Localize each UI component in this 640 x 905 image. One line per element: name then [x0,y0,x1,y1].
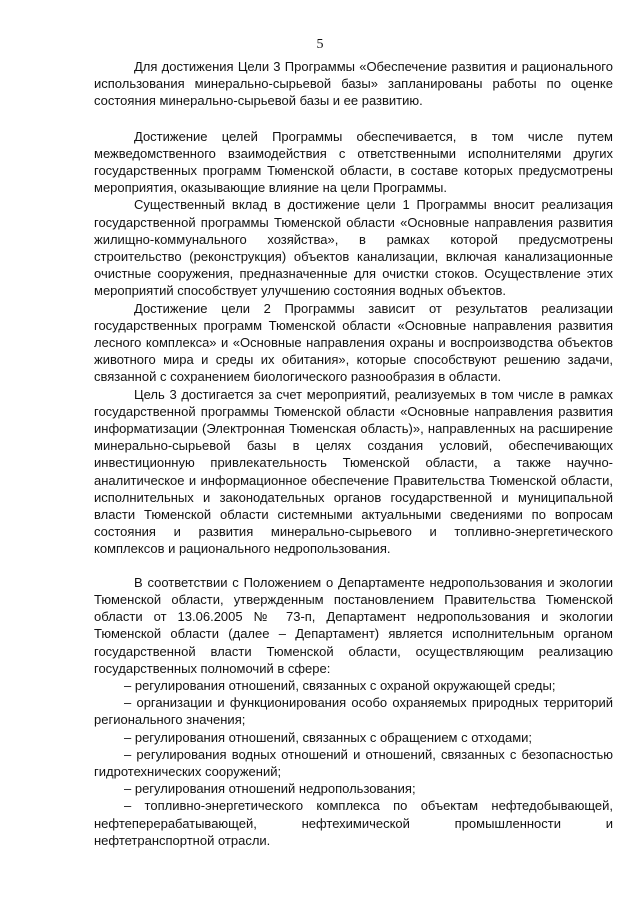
paragraph-goal-2: Достижение цели 2 Программы зависит от результатов реализации государственных программ Тюменской области «Основные направления развития лесного комплекса» и «Основные направления охраны и воспроизводства объектов животного мира и среды их обитания», которые способствуют решению задачи, связанной с сохранением биологического разнообразия в области. [94,300,613,385]
list-item: – регулирования водных отношений и отношений, связанных с безопасностью гидротехнических сооружений; [94,746,613,779]
list-item: – регулирования отношений, связанных с обращением с отходами; [124,729,533,745]
paragraph-goal-1: Существенный вклад в достижение цели 1 Программы вносит реализация государственной программы Тюменской области «Основные направления развития жилищно-коммунального хозяйства», в рамках которой предусмотрены строительство (реконструкция) объектов канализации, включая канализационные очистные сооружения, предназначенные для очистки стоков. Осуществление этих мероприятий способствует улучшению состояния водных объектов. [94,197,613,299]
paragraph-interagency: Достижение целей Программы обеспечивается, в том числе путем межведомственного взаимодействия с ответственными исполнителями других государственных программ Тюменской области, в составе которых предусмотрены мероприятия, оказывающие влияние на цели Программы. [94,128,613,196]
paragraph-goal-3-intro: Для достижения Цели 3 Программы «Обеспечение развития и рационального использования минерально-сырьевой базы» запланированы работы по оценке состояния минерально-сырьевой базы и ее развитию. [94,59,613,109]
page-number: 5 [316,37,324,52]
list-item: – регулирования отношений, связанных с охраной окружающей среды; [124,677,556,693]
document-body [94,58,613,849]
paragraph-goal-3: Цель 3 достигается за счет мероприятий, реализуемых в том числе в рамках государственной программы Тюменской области «Основные направления развития информатизации (Электронная Тюменская область)», направленных на расширение минерально-сырьевой базы в целях создания условий, обеспечивающих инвестиционную привлекательность Тюменской области, а также научно-аналитическое и информационное обеспечение Правительства Тюменской области, исполнительных и законодательных органов государственной и муниципальной власти Тюменской области системными актуальными сведениями по вопросам состояния и развития минерально-сырьевого и топливно-энергетического комплексов и рационального недропользования. [94,386,613,557]
paragraph-department: В соответствии с Положением о Департаменте недропользования и экологии Тюменской области, утвержденным постановлением Правительства Тюменской области от 13.06.2005 № 73-п, Департамент недропользования и экологии Тюменской области (далее – Департамент) является исполнительным органом государственной власти Тюменской области, осуществляющим реализацию государственных полномочий в сфере: [94,574,613,676]
list-item: – регулирования отношений недропользования; [124,781,416,797]
competence-list [94,677,613,849]
list-item: – организации и функционирования особо охраняемых природных территорий регионального значения; [94,695,613,728]
list-item: – топливно-энергетического комплекса по объектам нефтедобывающей, нефтеперерабатывающей, нефтехимической промышленности и нефтетранспортной отрасли. [94,798,613,848]
